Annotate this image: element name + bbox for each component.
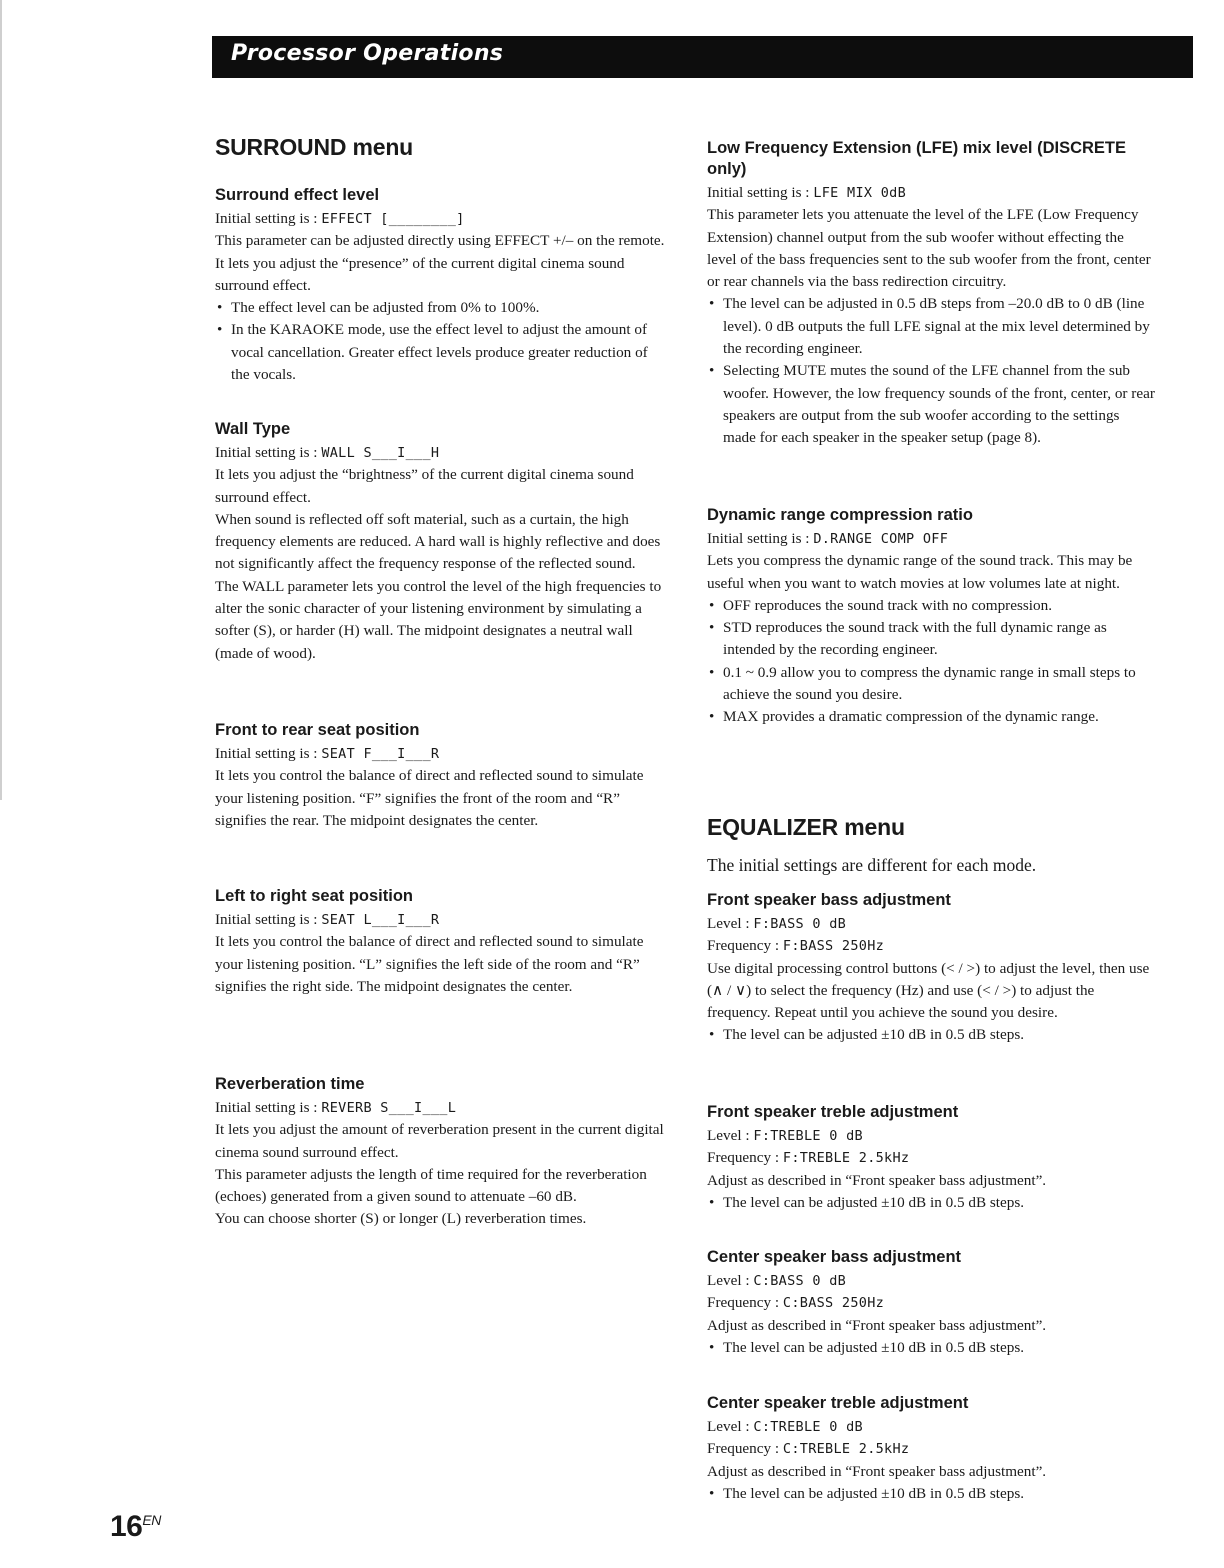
drc-initial-setting: Initial setting is : D.RANGE COMP OFF <box>707 530 949 547</box>
front-treble-adjustment <box>707 1102 1155 1214</box>
center-bass-adjustment <box>707 1247 1155 1359</box>
center-bass-bullets <box>707 1337 1155 1359</box>
center-treble-adjustment <box>707 1393 1155 1505</box>
list-item: • The level can be adjusted ±10 dB in 0.5 dB steps. <box>707 1337 1155 1359</box>
effect-initial-setting: Initial setting is : EFFECT [________] <box>215 210 465 227</box>
list-item: • In the KARAOKE mode, use the effect level to adjust the amount of vocal cancellation. Greater effect levels produce greater reduction of the vocals. <box>215 319 665 386</box>
front-treble-bullets <box>707 1192 1155 1214</box>
list-item: • The effect level can be adjusted from 0% to 100%. <box>215 297 665 319</box>
front-bass-description: Use digital processing control buttons (< / >) to adjust the level, then use (∧ / ∨) to select the frequency (Hz) and use (< / >) to adjust the frequency. Repeat until you achieve the sound you desire. <box>707 959 1150 1022</box>
banner-title: Processor Operations <box>231 41 504 66</box>
list-item: • OFF reproduces the sound track with no compression. <box>707 595 1155 617</box>
surround-menu-title: SURROUND menu <box>215 134 414 160</box>
equalizer-menu-title: EQUALIZER menu <box>707 814 905 840</box>
front-bass-bullets <box>707 1024 1155 1046</box>
center-bass-frequency: Frequency : C:BASS 250Hz <box>707 1294 885 1312</box>
list-item: • STD reproduces the sound track with the full dynamic range as intended by the recording engineer. <box>707 617 1155 662</box>
wall-initial-setting: Initial setting is : WALL S___I___H <box>215 444 440 461</box>
front-bass-frequency: Frequency : F:BASS 250Hz <box>707 937 885 955</box>
effect-bullets <box>215 297 665 386</box>
surround-menu-section <box>215 134 665 173</box>
list-item: • The level can be adjusted in 0.5 dB steps from –20.0 dB to 0 dB (line level). 0 dB outputs the full LFE signal at the mix level determined by the recording engineer. <box>707 293 1155 360</box>
page-number: $16^{EN}$ <box>110 1510 161 1543</box>
reverb-paragraph: This parameter adjusts the length of time required for the reverberation (echoes) generated from a given sound to attenuate –60 dB. <box>215 1165 647 1206</box>
list-item: • MAX provides a dramatic compression of the dynamic range. <box>707 706 1155 728</box>
drc-bullets <box>707 595 1155 729</box>
center-bass-level: Level : C:BASS 0 dB <box>707 1272 847 1289</box>
front-bass-adjustment <box>707 890 1155 1047</box>
left-right-seat <box>215 886 665 998</box>
front-bass-heading: Front speaker bass adjustment <box>707 891 951 909</box>
reverb-paragraph: You can choose shorter (S) or longer (L) reverberation times. <box>215 1210 587 1228</box>
page-edge-line <box>0 0 2 800</box>
wall-paragraph: It lets you adjust the “brightness” of the current digital cinema sound surround effect. <box>215 466 634 506</box>
front-treble-frequency: Frequency : F:TREBLE 2.5kHz <box>707 1149 910 1167</box>
center-treble-level: Level : C:TREBLE 0 dB <box>707 1418 863 1435</box>
list-item: • The level can be adjusted ±10 dB in 0.5 dB steps. <box>707 1483 1155 1505</box>
drc-heading: Dynamic range compression ratio <box>707 506 973 524</box>
drc-description: Lets you compress the dynamic range of the sound track. This may be useful when you want to watch movies at low volumes late at night. <box>707 552 1133 592</box>
center-bass-heading: Center speaker bass adjustment <box>707 1248 962 1266</box>
front-treble-heading: Front speaker treble adjustment <box>707 1103 959 1121</box>
reverb-paragraph: It lets you adjust the amount of reverberation present in the current digital cinema sound surround effect. <box>215 1121 664 1161</box>
center-treble-heading: Center speaker treble adjustment <box>707 1394 969 1412</box>
effect-description: This parameter can be adjusted directly using EFFECT +/– on the remote. It lets you adjust the “presence” of the current digital cinema sound surround effect. <box>215 232 665 294</box>
dynamic-range-compression <box>707 505 1155 729</box>
wall-heading: Wall Type <box>215 420 291 438</box>
wall-paragraph: The WALL parameter lets you control the level of the high frequencies to alter the sonic character of your listening environment by simulating a softer (S), or harder (H) wall. The midpoint designates a neutral wall (made of wood). <box>215 577 662 662</box>
list-item: • Selecting MUTE mutes the sound of the LFE channel from the sub woofer. However, the low frequency sounds of the front, center, or rear speakers are output from the sub woofer according to the settings made for each speaker in the speaker setup (page 8). <box>707 360 1155 449</box>
reverberation-time <box>215 1074 665 1231</box>
section-banner <box>212 36 1193 78</box>
front-rear-seat <box>215 720 665 832</box>
wall-type <box>215 419 665 665</box>
seat-fr-description: It lets you control the balance of direct and reflected sound to simulate your listening position. “F” signifies the front of the room and “R” signifies the rear. The midpoint designates the center. <box>215 767 644 829</box>
seat-fr-heading: Front to rear seat position <box>215 721 420 739</box>
lfe-mix-level <box>707 138 1155 450</box>
seat-fr-initial-setting: Initial setting is : SEAT F___I___R <box>215 745 440 762</box>
lfe-bullets <box>707 293 1155 449</box>
list-item: • The level can be adjusted ±10 dB in 0.5 dB steps. <box>707 1024 1155 1046</box>
lfe-description: This parameter lets you attenuate the level of the LFE (Low Frequency Extension) channel output from the sub woofer without effecting the level of the bass frequencies sent to the sub woofer from the front, center or rear channels via the bass redirection circuitry. <box>707 206 1151 291</box>
seat-lr-heading: Left to right seat position <box>215 887 413 905</box>
surround-effect-level <box>215 185 665 386</box>
front-bass-level: Level : F:BASS 0 dB <box>707 915 847 932</box>
reverb-initial-setting: Initial setting is : REVERB S___I___L <box>215 1099 457 1116</box>
front-treble-level: Level : F:TREBLE 0 dB <box>707 1127 863 1144</box>
wall-paragraph: When sound is reflected off soft material, such as a curtain, the high frequency elements are reduced. A hard wall is highly reflective and does not significantly affect the frequency response of the reflected sound. <box>215 510 661 573</box>
seat-lr-initial-setting: Initial setting is : SEAT L___I___R <box>215 911 440 928</box>
effect-heading: Surround effect level <box>215 186 380 204</box>
list-item: • The level can be adjusted ±10 dB in 0.5 dB steps. <box>707 1192 1155 1214</box>
lfe-initial-setting: Initial setting is : LFE MIX 0dB <box>707 184 907 201</box>
reverb-heading: Reverberation time <box>215 1075 365 1093</box>
list-item: • 0.1 ~ 0.9 allow you to compress the dynamic range in small steps to achieve the sound you desire. <box>707 662 1155 707</box>
center-treble-frequency: Frequency : C:TREBLE 2.5kHz <box>707 1440 910 1458</box>
lfe-heading: Low Frequency Extension (LFE) mix level (DISCRETE only) <box>707 139 1126 178</box>
page-number-suffix: EN <box>142 1512 161 1528</box>
equalizer-menu-section <box>707 814 1155 883</box>
front-treble-description: Adjust as described in “Front speaker bass adjustment”. <box>707 1171 1047 1189</box>
equalizer-intro: The initial settings are different for each mode. <box>707 855 1037 875</box>
center-bass-description: Adjust as described in “Front speaker bass adjustment”. <box>707 1316 1047 1334</box>
center-treble-bullets <box>707 1483 1155 1505</box>
center-treble-description: Adjust as described in “Front speaker bass adjustment”. <box>707 1462 1047 1480</box>
seat-lr-description: It lets you control the balance of direct and reflected sound to simulate your listening position. “L” signifies the left side of the room and “R” signifies the right side. The midpoint designates the center. <box>215 933 644 995</box>
